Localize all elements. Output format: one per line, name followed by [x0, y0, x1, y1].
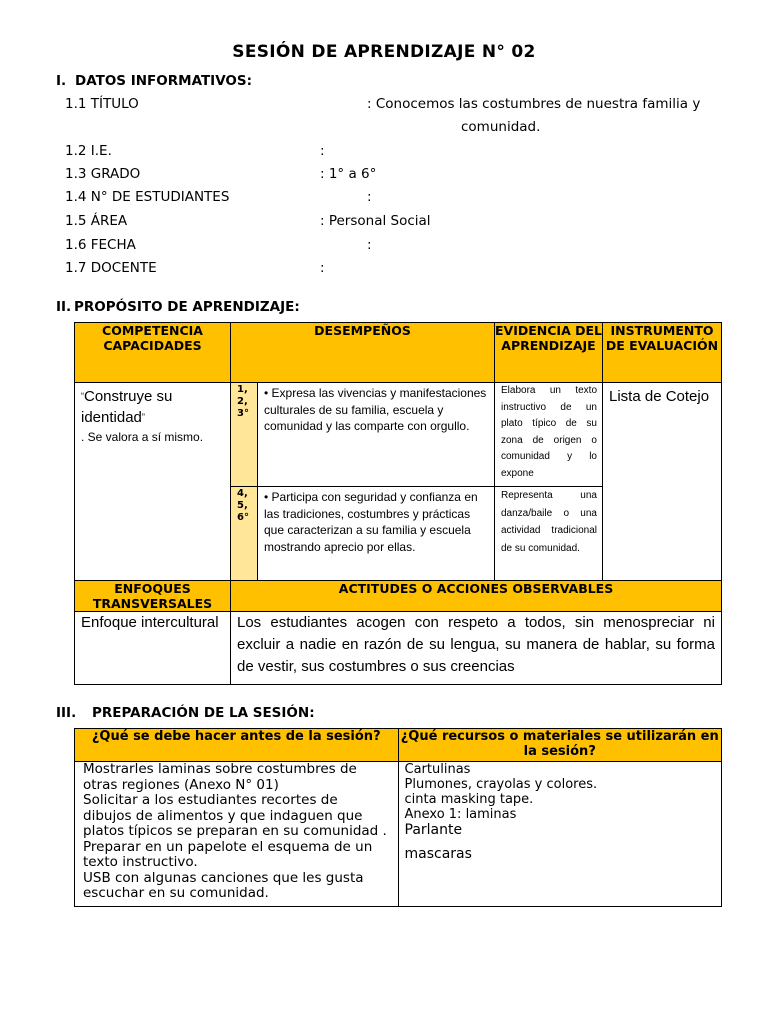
- grade-1-1: 1,: [237, 384, 248, 395]
- desempeno-1: • Expresa las vivencias y manifestaciones culturales de su familia, escuela y comunidad y las comparte con orgullo.: [258, 383, 495, 487]
- recurso-item-5: Parlante: [404, 822, 463, 838]
- antes-header: ¿Qué se debe hacer antes de la sesión?: [75, 729, 399, 762]
- competencia-cell: [75, 383, 231, 581]
- info-label-estudiantes: 1.4 N° DE ESTUDIANTES: [65, 189, 230, 205]
- section-1-number: I.: [56, 73, 67, 89]
- preparacion-table: [74, 728, 722, 907]
- grade-2-3: 6°: [237, 512, 249, 523]
- recurso-item-1: Cartulinas: [404, 762, 471, 777]
- recurso-item-2: Plumones, crayolas y colores.: [404, 777, 598, 792]
- section-3-number: III.: [56, 705, 77, 721]
- info-label-grado: 1.3 GRADO: [65, 166, 141, 182]
- recurso-item-4: Anexo 1: laminas: [404, 807, 517, 822]
- section-2-heading: PROPÓSITO DE APRENDIZAJE:: [74, 299, 300, 315]
- recursos-cell: [398, 762, 722, 907]
- section-3-heading: PREPARACIÓN DE LA SESIÓN:: [92, 705, 315, 721]
- info-label-ie: 1.2 I.E.: [65, 143, 112, 159]
- info-value-fecha: :: [367, 237, 372, 253]
- info-label-titulo: 1.1 TÍTULO: [65, 96, 139, 112]
- antes-cell: [75, 762, 399, 907]
- instrumento-text: Lista de Cotejo: [609, 388, 710, 405]
- desempenos-header: DESEMPEÑOS: [231, 323, 495, 383]
- proposito-table: [74, 322, 722, 685]
- instrumento-cell: [603, 383, 722, 581]
- info-label-docente: 1.7 DOCENTE: [65, 260, 157, 276]
- grade-2-1: 4,: [237, 488, 248, 499]
- competencia-text: Construye su identidad: [81, 388, 173, 426]
- desempeno-2: • Participa con seguridad y confianza en las tradiciones, costumbres y prácticas que caracterizan a su familia y escuela mostrando aprecio por ellas.: [258, 487, 495, 581]
- instrumento-header: INSTRUMENTO DE EVALUACIÓN: [603, 323, 722, 383]
- recurso-item-3: cinta masking tape.: [404, 792, 534, 807]
- actitudes-header: ACTITUDES O ACCIONES OBSERVABLES: [231, 581, 722, 612]
- info-value-grado: : 1° a 6°: [320, 166, 377, 182]
- grade-1-3: 3°: [237, 408, 249, 419]
- info-value-titulo: : Conocemos las costumbres de nuestra familia y: [367, 96, 701, 112]
- info-value-ie: :: [320, 143, 325, 159]
- evidencia-1: Elabora un texto instructivo de un plato típico de su zona de origen o comunidad y lo expone: [495, 383, 603, 487]
- grade-2-2: 5,: [237, 500, 248, 511]
- info-value-titulo-cont: comunidad.: [461, 119, 541, 135]
- competencia-header: COMPETENCIA CAPACIDADES: [75, 323, 231, 383]
- enfoque-cell: Enfoque intercultural: [75, 612, 231, 685]
- recursos-header: ¿Qué recursos o materiales se utilizarán en la sesión?: [398, 729, 722, 762]
- quote-open: “: [81, 391, 84, 401]
- info-label-area: 1.5 ÁREA: [65, 213, 128, 229]
- evidencia-header: EVIDENCIA DEL APRENDIZAJE: [495, 323, 603, 383]
- antes-item-1: Mostrarles laminas sobre costumbres de otras regiones (Anexo N° 01): [83, 761, 357, 793]
- section-1-heading: DATOS INFORMATIVOS:: [75, 73, 253, 89]
- antes-item-3: Preparar en un papelote el esquema de un texto instructivo.: [83, 838, 373, 870]
- actitud-cell: Los estudiantes acogen con respeto a todos, sin menospreciar ni excluir a nadie en razón de su lengua, su manera de hablar, su forma de vestir, sus costumbres o sus creencias: [231, 612, 722, 685]
- recurso-item-6: mascaras: [404, 846, 472, 862]
- page-title: SESIÓN DE APRENDIZAJE N° 02: [232, 42, 536, 62]
- enfoques-header: ENFOQUES TRANSVERSALES: [75, 581, 231, 612]
- capacidad-text: . Se valora a sí mismo.: [81, 430, 204, 444]
- antes-item-2: Solicitar a los estudiantes recortes de dibujos de alimentos y que indaguen que platos típicos se preparan en su comunidad .: [83, 792, 387, 839]
- grade-cell-2: [231, 487, 258, 581]
- grade-cell-1: [231, 383, 258, 487]
- grade-1-2: 2,: [237, 396, 248, 407]
- info-value-docente: :: [320, 260, 325, 276]
- info-label-fecha: 1.6 FECHA: [65, 237, 136, 253]
- evidencia-2: Representa una danza/baile o una actividad tradicional de su comunidad.: [495, 487, 603, 581]
- antes-item-4: USB con algunas canciones que les gusta escuchar en su comunidad.: [83, 869, 364, 901]
- section-2-number: II.: [56, 299, 72, 315]
- quote-close: ”: [141, 412, 145, 422]
- info-value-estudiantes: :: [367, 189, 372, 205]
- info-value-area: : Personal Social: [320, 213, 431, 229]
